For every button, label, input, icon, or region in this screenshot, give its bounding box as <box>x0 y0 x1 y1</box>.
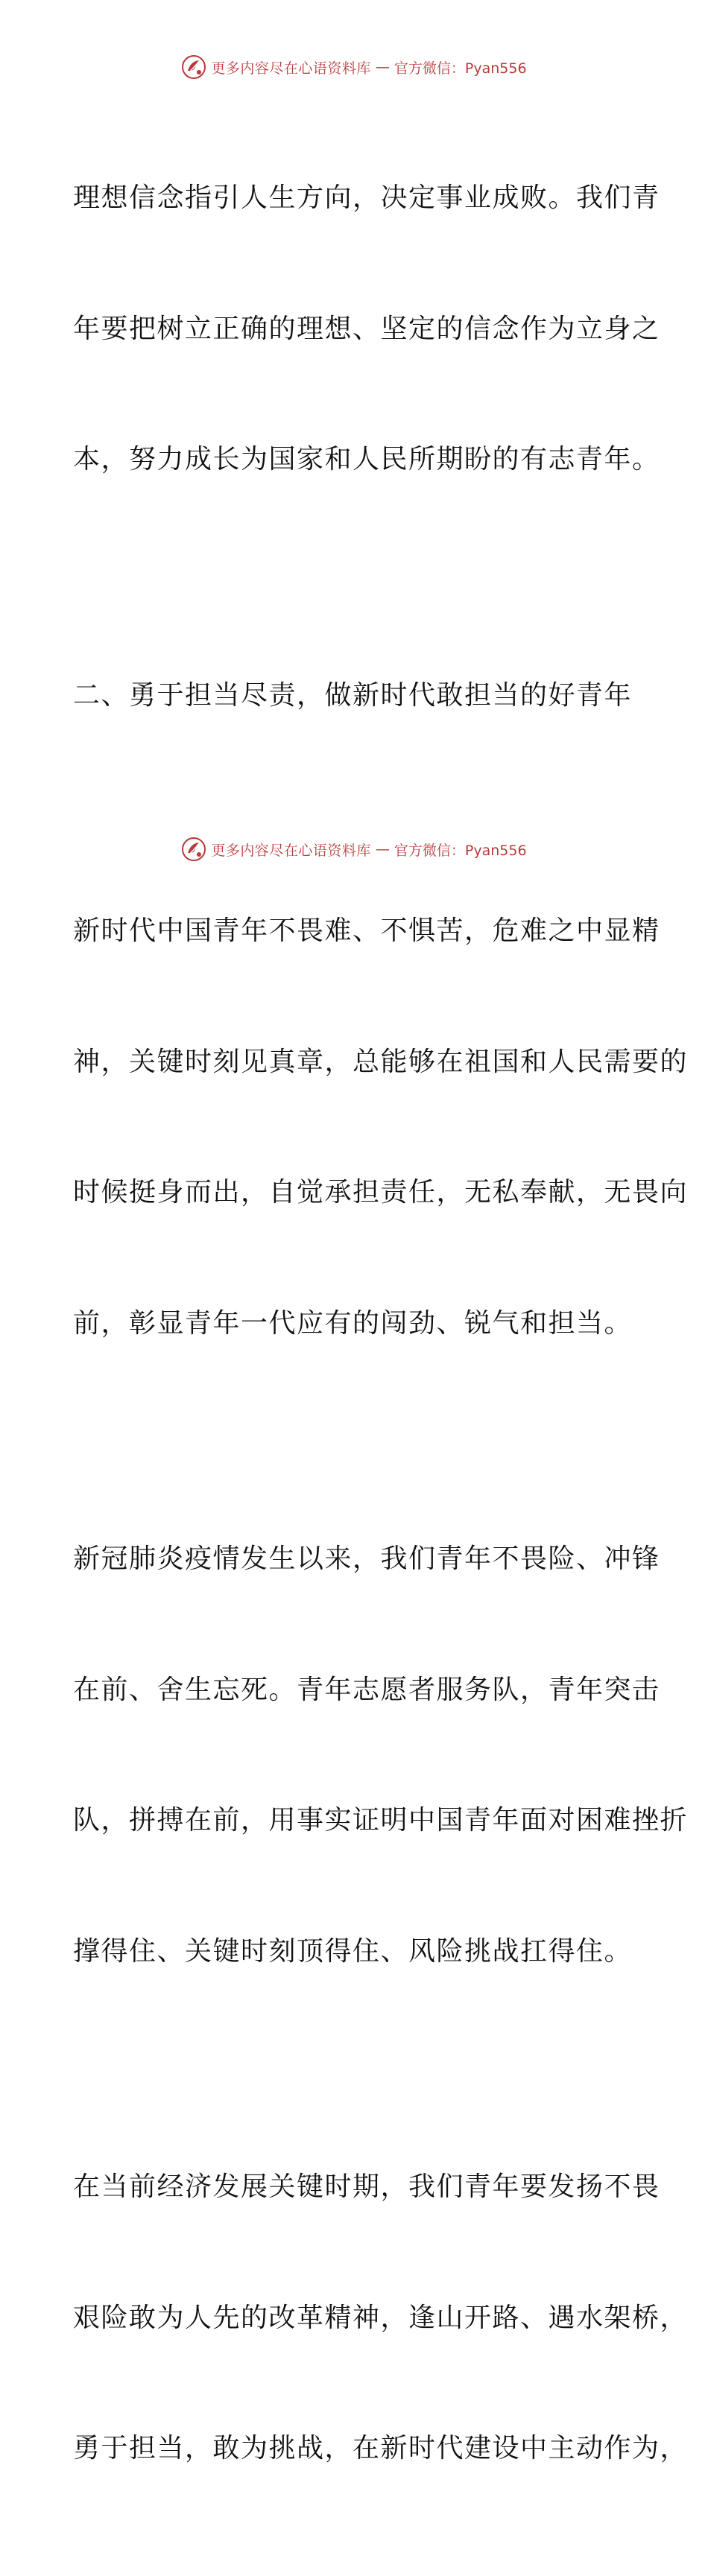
text-line: 在前、舍生忘死。青年志愿者服务队，青年突击 <box>73 1674 660 1705</box>
text-line: 勇于担当，敢为挑战，在新时代建设中主动作为， <box>73 2433 689 2464</box>
text-line: 艰险敢为人先的改革精神，逢山开路、遇水架桥， <box>73 2302 689 2333</box>
text-line: 新冠肺炎疫情发生以来，我们青年不畏险、冲锋 <box>73 1544 660 1574</box>
header-banner-inner <box>181 54 526 80</box>
document-body <box>73 89 689 2576</box>
text-line: 在当前经济发展关键时期，我们青年要发扬不畏 <box>73 2171 660 2202</box>
text-line: 神，关键时刻见真章，总能够在祖国和人民需要的 <box>73 1046 689 1077</box>
logo-icon <box>181 837 206 862</box>
section-heading <box>73 587 639 805</box>
paragraph-4 <box>73 1450 689 2061</box>
banner-title: 更多内容尽在心语资料库 <box>211 60 371 77</box>
heading-line: 二、勇于担当尽责，做新时代敢担当的好青年 <box>73 679 633 711</box>
banner-wechat: 官方微信：Pyan556 <box>393 842 527 859</box>
logo-icon <box>181 54 206 80</box>
text-line: 理想信念指引人生方向，决定事业成败。我们青 <box>73 183 660 213</box>
footer-banner-inner <box>181 837 526 862</box>
text-line: 撑得住、关键时刻顶得住、风险挑战扛得住。 <box>73 1935 633 1967</box>
banner-title: 更多内容尽在心语资料库 <box>211 842 371 859</box>
text-line: 队，拼搏在前，用事实证明中国青年面对困难挫折 <box>73 1805 689 1836</box>
text-line: 本，努力成长为国家和人民所期盼的有志青年。 <box>73 444 660 475</box>
text-line: 时候挺身而出，自觉承担责任，无私奉献，无畏向 <box>73 1177 689 1208</box>
header-banner <box>0 52 708 82</box>
paragraph-1 <box>73 89 660 569</box>
text-line: 前，彰显青年一代应有的闯劲、锐气和担当。 <box>73 1307 633 1339</box>
text-line: 新时代中国青年不畏难、不惧苦，危难之中显精 <box>73 916 660 946</box>
paragraph-3 <box>73 822 689 1433</box>
banner-separator: — <box>375 59 390 75</box>
banner-wechat: 官方微信：Pyan556 <box>393 60 527 77</box>
text-line: 年要把树立正确的理想、坚定的信念作为立身之 <box>73 313 660 344</box>
banner-separator: — <box>375 841 390 857</box>
paragraph-5 <box>73 2078 689 2558</box>
footer-banner <box>0 834 708 864</box>
